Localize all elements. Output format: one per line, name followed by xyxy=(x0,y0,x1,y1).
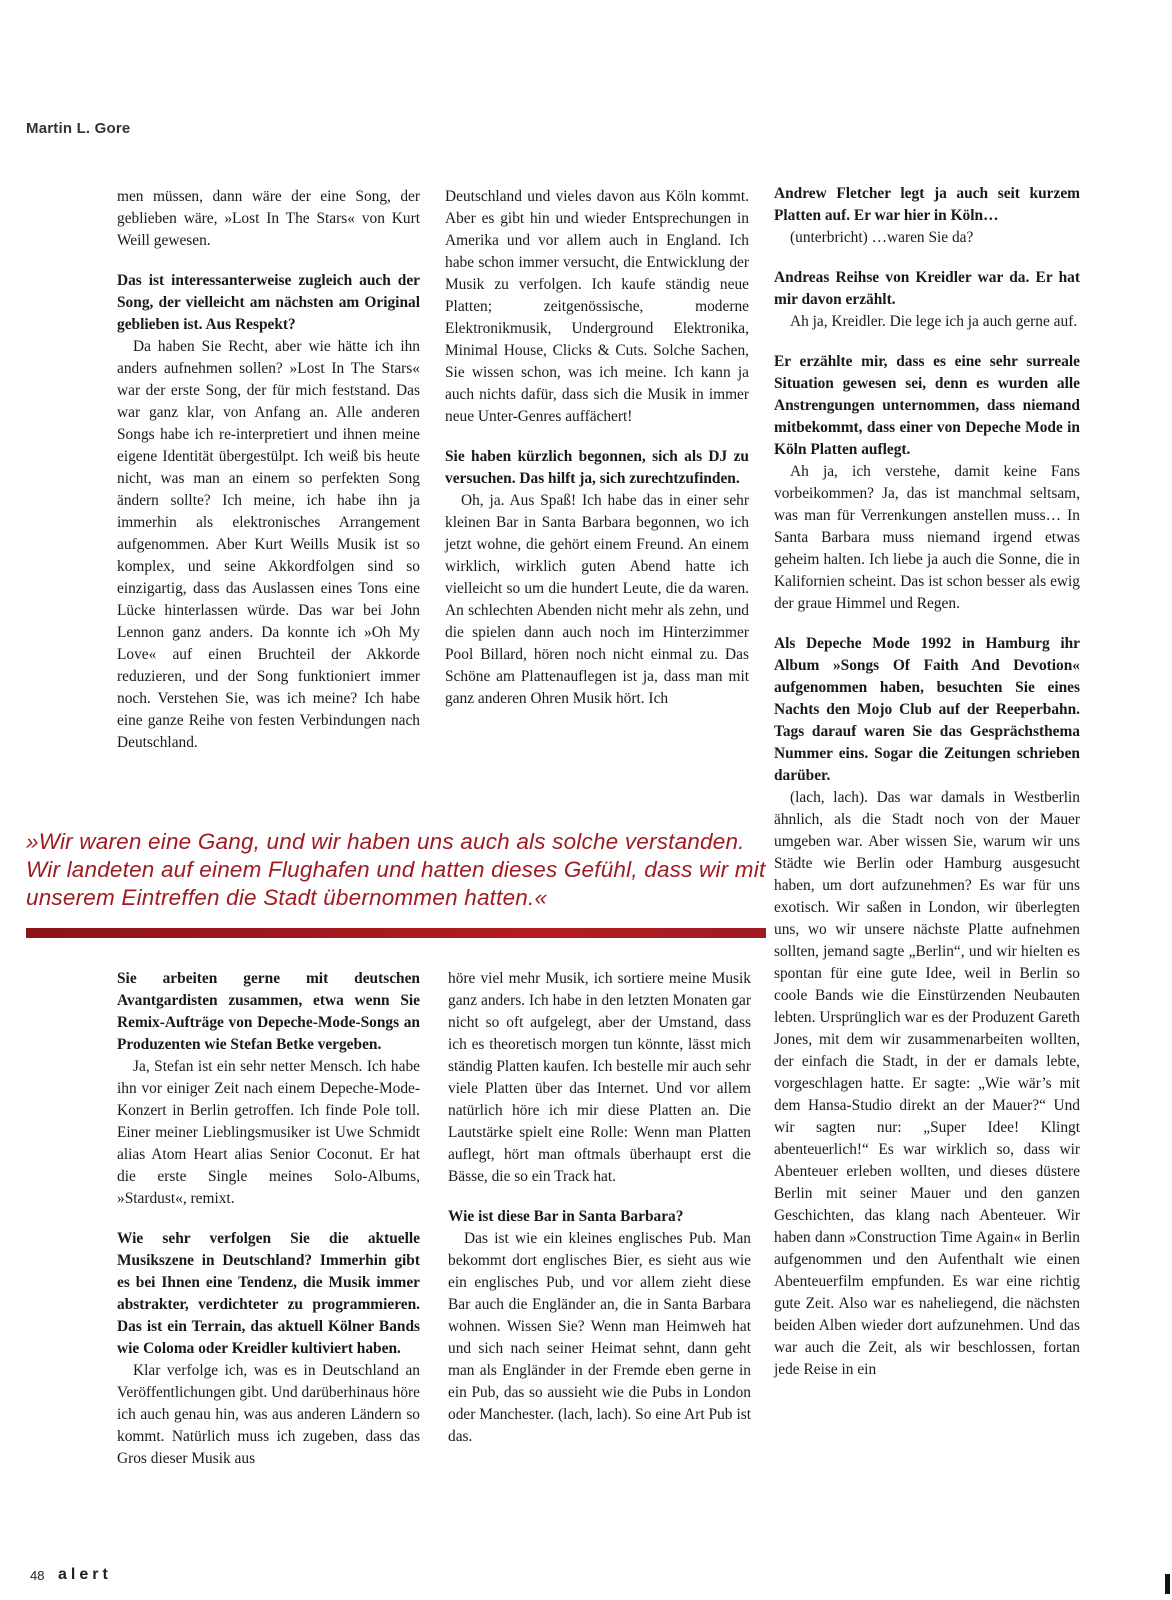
column-2-bottom xyxy=(448,968,751,1448)
column-3 xyxy=(774,183,1080,1381)
article-header-name: Martin L. Gore xyxy=(26,120,131,137)
column-1-top xyxy=(117,186,420,754)
interview-answer: Ah ja, ich verstehe, damit keine Fans vorbeikommen? Ja, das ist manchmal seltsam, was man für Verrenkungen anstellen muss… In Santa Barbara muss niemand irgend etwas geheim halten. Ich liebe ja auch die Sonne, die in Kalifornien scheint. Das ist schon besser als ewig der graue Himmel und Regen. xyxy=(774,463,1080,612)
column-2-top xyxy=(445,186,749,710)
interview-question: Andrew Fletcher legt ja auch seit kurzem Platten auf. Er war hier in Köln… xyxy=(774,185,1080,224)
pull-quote-rule xyxy=(26,928,766,938)
interview-answer: (unterbricht) …waren Sie da? xyxy=(790,229,974,246)
column-1-bottom xyxy=(117,968,420,1470)
interview-answer: Ja, Stefan ist ein sehr netter Mensch. Ich habe ihn vor einiger Zeit nach einem Depeche-Mode-Konzert in Berlin getroffen. Ich finde Pole toll. Einer meiner Lieblingsmusiker ist Uwe Schmidt alias Atom Heart alias Senior Coconut. Er hat die erste Single meines Solo-Albums, »Stardust«, remixt. xyxy=(117,1058,420,1207)
interview-answer: (lach, lach). Das war damals in Westberlin ähnlich, als die Stadt noch von der Mauer umgeben war. Aber wissen Sie, warum wir uns Städte wie Berlin oder Hamburg ausgesucht haben, um dort aufzunehmen? Es war für uns exotisch. Wir saßen in London, wir überlegten uns, wo wir unsere nächste Platte aufnehmen sollten, jemand sagte „Berlin“, und wir hielten es spontan für eine gute Idee, weil in Berlin so coole Bands wie die Einstürzenden Neubauten lebten. Ursprünglich war es der Produzent Gareth Jones, mit dem wir zusammenarbeiten wollten, der einfach die Stadt, in der er damals lebte, vorgeschlagen hatte. Er sagte: „Wie wär’s mit dem Hansa-Studio direkt an der Mauer?“ Und wir sagten nur: „Super Idee! Klingt abenteuerlich!“ Es war wirklich so, dass wir Abenteuer erleben wollten, und dieses düstere Berlin mit seiner Mauer und den ganzen Geschichten, das klang nach Abenteuer. Wir haben dann »Construction Time Again« in Berlin aufgenommen und den Aufenthalt wie einen Abenteuerfilm empfunden. Es war eine richtig gute Zeit. Also war es naheliegend, die nächsten beiden Alben wieder dort aufzunehmen. Und das war auch die Zeit, als wir beschlossen, fortan jede Reise in ein xyxy=(774,789,1080,1378)
interview-question: Andreas Reihse von Kreidler war da. Er hat mir davon erzählt. xyxy=(774,269,1080,308)
paragraph-gap xyxy=(774,249,1080,267)
paragraph-gap xyxy=(117,1210,420,1228)
paragraph-gap xyxy=(774,615,1080,633)
interview-question: Das ist interessanterweise zugleich auch der Song, der vielleicht am nächsten am Original geblieben ist. Aus Respekt? xyxy=(117,272,420,333)
interview-question: Sie arbeiten gerne mit deutschen Avantgardisten zusammen, etwa wenn Sie Remix-Aufträge von Depeche-Mode-Songs an Produzenten wie Stefan Betke vergeben. xyxy=(117,970,420,1053)
paragraph-gap xyxy=(445,428,749,446)
interview-question: Wie ist diese Bar in Santa Barbara? xyxy=(448,1208,684,1225)
paragraph-gap xyxy=(774,333,1080,351)
interview-answer: Das ist wie ein kleines englisches Pub. Man bekommt dort englisches Bier, es sieht aus wie ein englisches Pub, und vor allem zieht diese Bar auch die Engländer an, die in Santa Barbara wohnen. Wissen Sie? Wenn man Heimweh hat und sich nach seiner Heimat sehnt, dann geht man als Engländer in der Fremde eben gerne in ein Pub, das so aussieht wie die Pubs in London oder Manchester. (lach, lach). So eine Art Pub ist das. xyxy=(448,1230,751,1445)
interview-question: Wie sehr verfolgen Sie die aktuelle Musikszene in Deutschland? Immerhin gibt es bei Ihnen eine Tendenz, die Musik immer abstrakter, verdichteter zu programmieren. Das ist ein Terrain, das aktuell Kölner Bands wie Coloma oder Kreidler kultiviert haben. xyxy=(117,1230,420,1357)
interview-answer: Da haben Sie Recht, aber wie hätte ich ihn anders aufnehmen sollen? »Lost In The Stars« war der erste Song, der für mich feststand. Das war ganz klar, von Anfang an. Alle anderen Songs habe ich re-interpretiert und ihnen meine eigene Identität übergestülpt. Ich weiß bis heute nicht, was man an einem so perfekten Song ändern sollte? Ich meine, ich habe ihn ja immerhin als elektronisches Arrangement aufgenommen. Aber Kurt Weills Musik ist so komplex, und seine Akkordfolgen sind so einzigartig, dass das Auslassen eines Tons eine Lücke hinterlassen würde. Das war bei John Lennon ganz anders. Da konnte ich »Oh My Love« auf einen Bruchteil der Akkorde reduzieren, und der Song funktioniert immer noch. Verstehen Sie, was ich meine? Ich habe eine ganze Reihe von festen Verbindungen nach Deutschland. xyxy=(117,338,420,751)
interview-answer: men müssen, dann wäre der eine Song, der geblieben wäre, »Lost In The Stars« von Kurt Weill gewesen. xyxy=(117,188,420,249)
interview-question: Sie haben kürzlich begonnen, sich als DJ zu versuchen. Das hilft ja, sich zurechtzufinden. xyxy=(445,448,749,487)
interview-answer: Deutschland und vieles davon aus Köln kommt. Aber es gibt hin und wieder Entsprechungen in Amerika und vor allem auch in England. Ich habe schon immer versucht, die Entwicklung der Musik zu verfolgen. Ich kaufe ständig neue Platten; zeitgenössische, moderne Elektronikmusik, Underground Elektronika, Minimal House, Clicks & Cuts. Solche Sachen, Sie wissen schon, was ich meine. Ich kann ja auch nichts dafür, dass sich die Musik in immer neue Unter-Genres auffächert! xyxy=(445,188,749,425)
interview-answer: höre viel mehr Musik, ich sortiere meine Musik ganz anders. Ich habe in den letzten Monaten gar nicht so oft aufgelegt, aber der Umstand, dass ich es theoretisch morgen tun könnte, lässt mich ständig Platten kaufen. Ich bestelle mir auch sehr viele Platten über das Internet. Und vor allem natürlich höre ich mir diese Platten an. Die Lautstärke spielt eine Rolle: Wenn man Platten auflegt, hört man oftmals überhaupt erst die Bässe, die so ein Track hat. xyxy=(448,970,751,1185)
interview-answer: Oh, ja. Aus Spaß! Ich habe das in einer sehr kleinen Bar in Santa Barbara begonnen, wo ich jetzt wohne, die gehört einem Freund. An einem wirklich, wirklich guten Abend hatte ich vielleicht so um die hundert Leute, die da waren. An schlechten Abenden nicht mehr als zehn, und die spielen dann auch noch im Hinterzimmer Pool Billard, hören noch nicht einmal zu. Das Schöne am Plattenauflegen ist ja, dass man mit ganz anderen Ohren Musik hört. Ich xyxy=(445,492,749,707)
interview-question: Als Depeche Mode 1992 in Hamburg ihr Album »Songs Of Faith And Devotion« aufgenommen haben, besuchten Sie eines Nachts den Mojo Club auf der Reeperbahn. Tags darauf waren Sie das Gesprächsthema Nummer eins. Sogar die Zeitungen schrieben darüber. xyxy=(774,635,1080,784)
paragraph-gap xyxy=(117,252,420,270)
interview-answer: Klar verfolge ich, was es in Deutschland an Veröffentlichungen gibt. Und darüberhinaus höre ich auch genau hin, was aus anderen Ländern so kommt. Natürlich muss ich zugeben, dass das Gros dieser Musik aus xyxy=(117,1362,420,1467)
interview-question: Er erzählte mir, dass es eine sehr surreale Situation gewesen sei, denn es wurden alle Anstrengungen unternommen, dass niemand mitbekommt, dass einer von Depeche Mode in Köln Platten auflegt. xyxy=(774,353,1080,458)
interview-answer: Ah ja, Kreidler. Die lege ich ja auch gerne auf. xyxy=(790,313,1078,330)
page-edge-mark xyxy=(1165,1574,1170,1594)
magazine-logo: alert xyxy=(58,1566,112,1583)
pull-quote: »Wir waren eine Gang, und wir haben uns auch als solche verstanden. Wir landeten auf einem Flughafen und hatten dieses Gefühl, dass wir mit unserem Eintreffen die Stadt übernommen hatten.« xyxy=(26,829,766,910)
paragraph-gap xyxy=(448,1188,751,1206)
page-number: 48 xyxy=(30,1568,45,1583)
